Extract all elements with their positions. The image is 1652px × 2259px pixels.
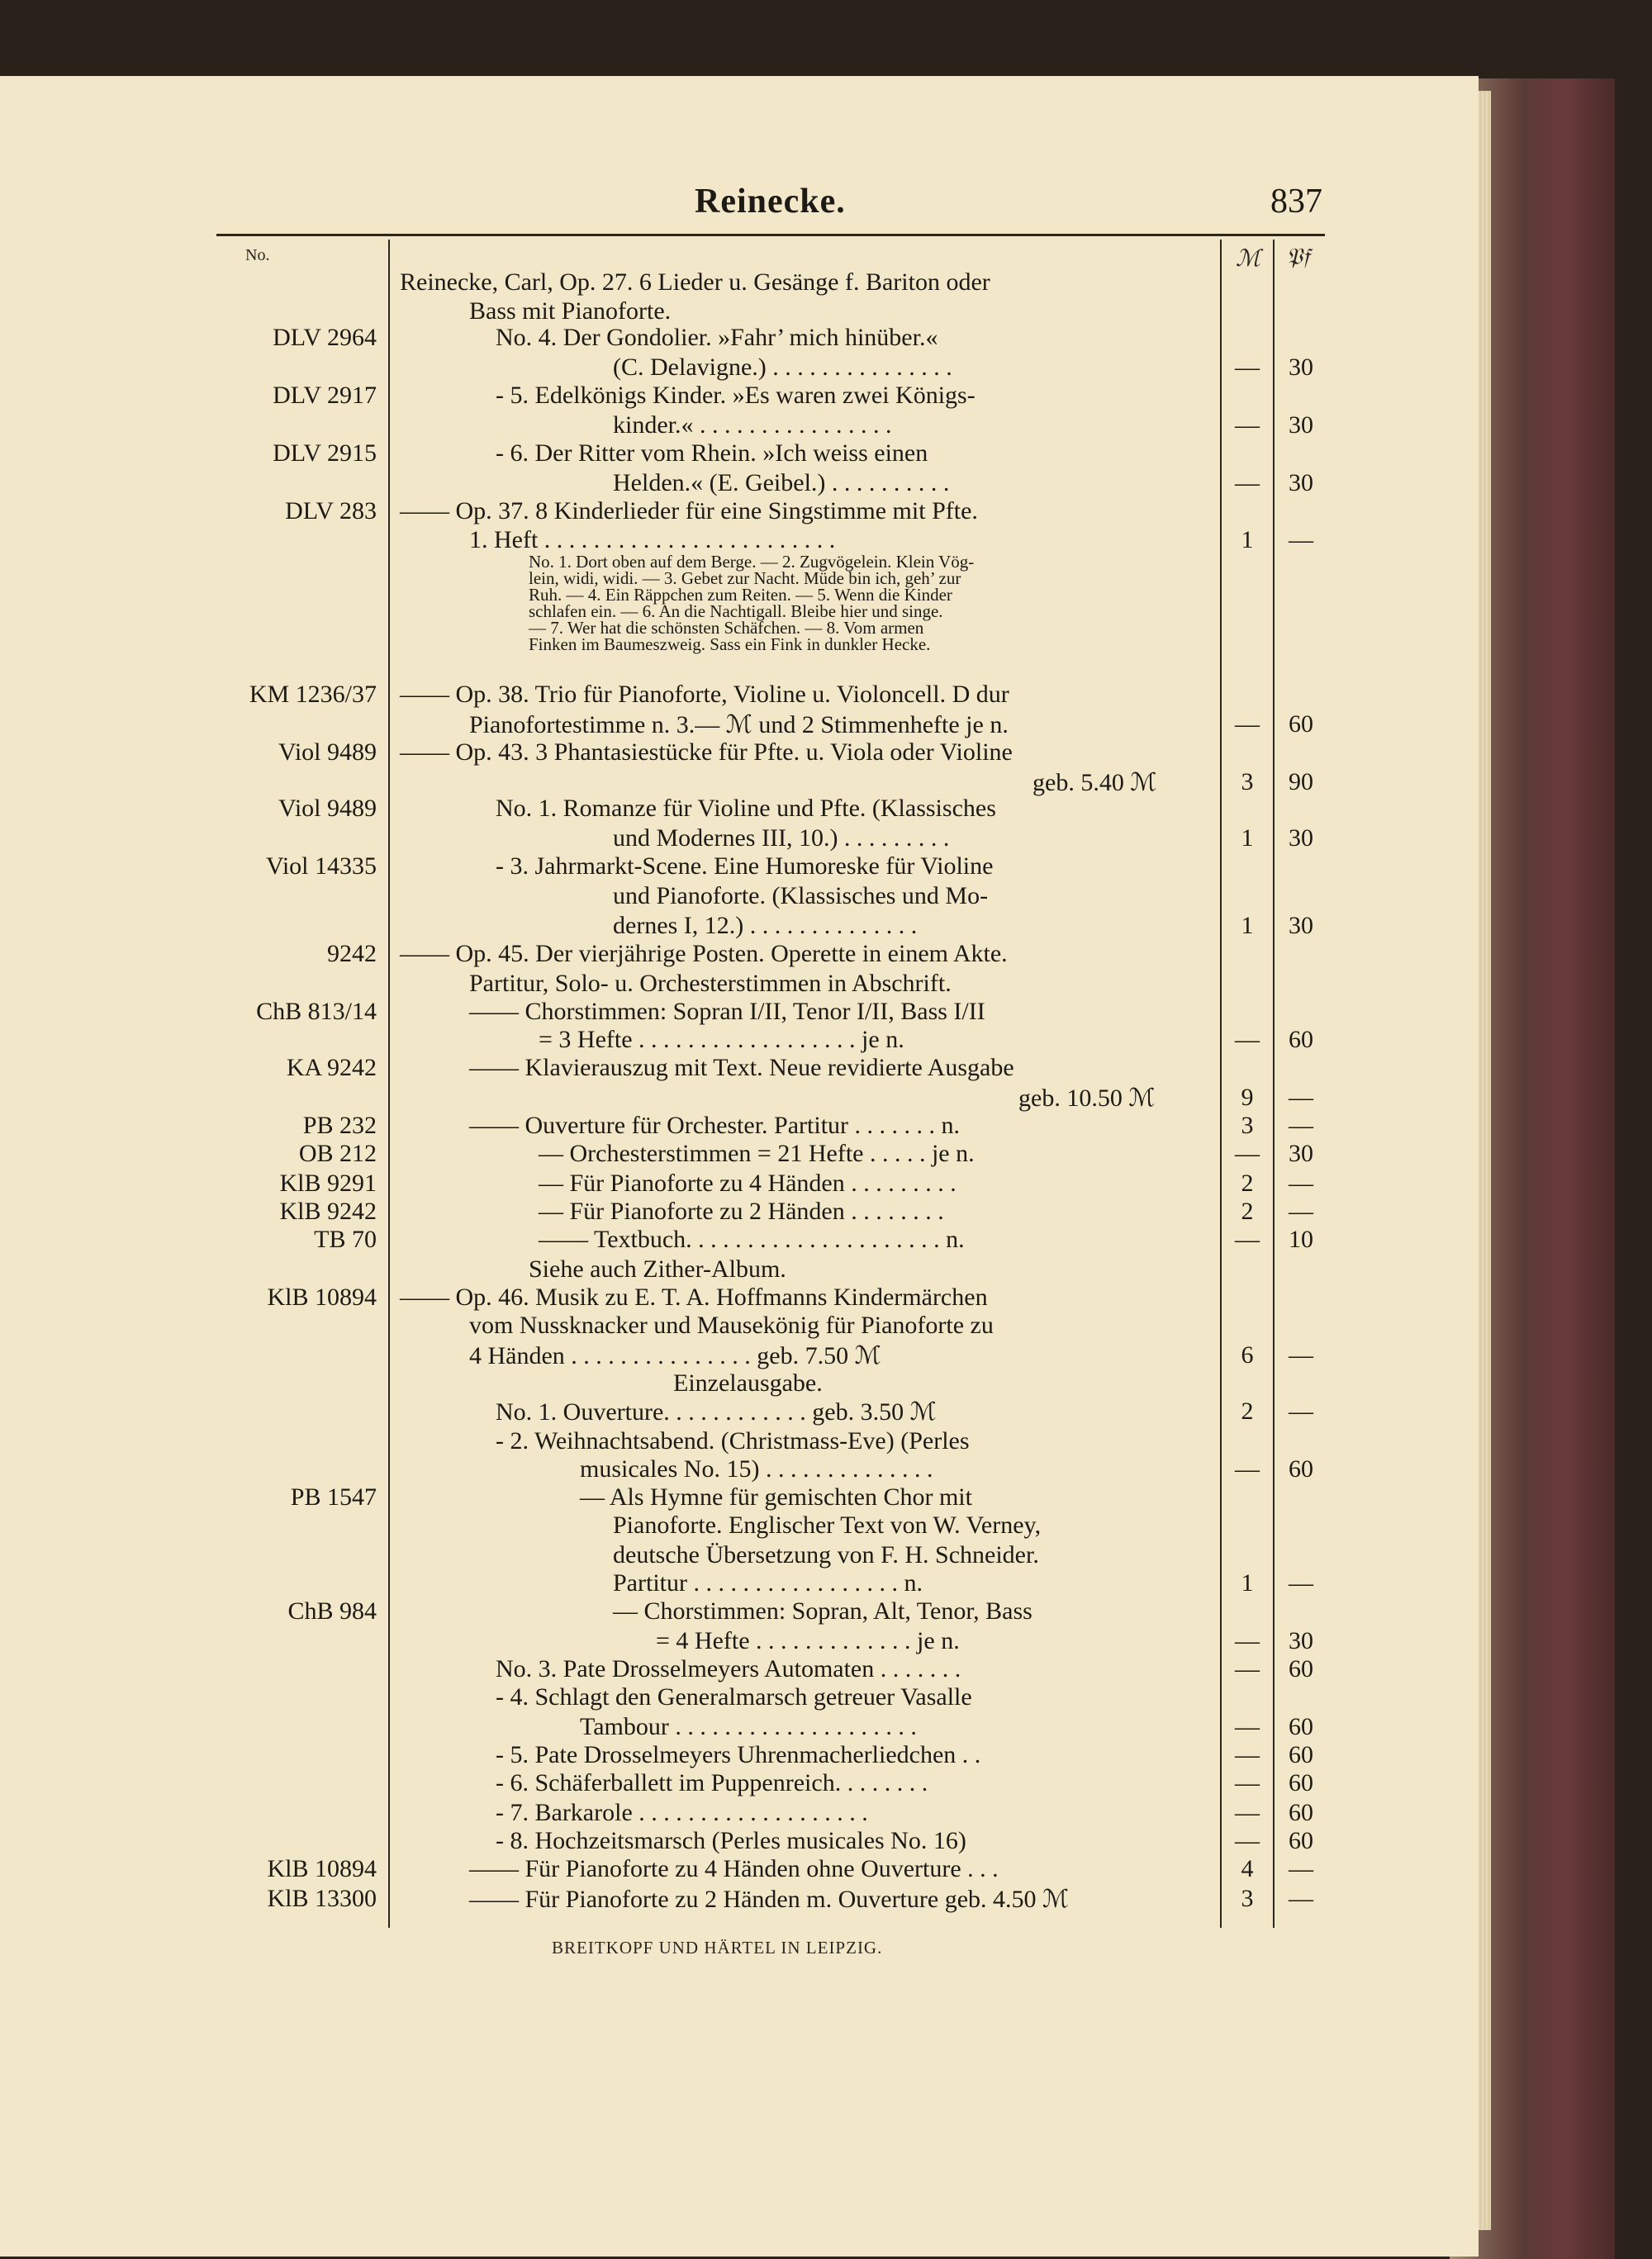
catalog-entry-line xyxy=(0,469,1652,499)
catalog-entry-line xyxy=(0,1541,1652,1571)
entry-text: — Für Pianoforte zu 4 Händen . . . . . . . . . xyxy=(539,1170,957,1197)
entry-text: dernes I, 12.) . . . . . . . . . . . . . . xyxy=(613,912,918,939)
price-pfennig: — xyxy=(1289,1885,1313,1912)
catalog-entry-line xyxy=(0,1112,1652,1141)
catalog-entry-line xyxy=(0,411,1652,441)
price-mark: — xyxy=(1235,710,1260,738)
entry-text: - 2. Weihnachtsabend. (Christmass-Eve) (Perles xyxy=(496,1427,970,1455)
entry-text: — Chorstimmen: Sopran, Alt, Tenor, Bass xyxy=(613,1597,1032,1625)
entry-text: geb. 10.50 ℳ xyxy=(1018,1084,1156,1112)
entry-text: — Für Pianoforte zu 2 Händen . . . . . . . . xyxy=(539,1198,944,1225)
entry-text: Helden.« (E. Geibel.) . . . . . . . . . . xyxy=(613,469,950,496)
catalog-entry-line xyxy=(0,1312,1652,1341)
catalog-entry-line xyxy=(0,1284,1652,1313)
entry-text: - 7. Barkarole . . . . . . . . . . . . . . . . . . . xyxy=(496,1799,868,1826)
catalog-number: PB 232 xyxy=(302,1112,377,1139)
catalog-entry-line xyxy=(0,768,1652,798)
catalog-entry-line xyxy=(0,1855,1652,1885)
entry-text: musicales No. 15) . . . . . . . . . . . . . . xyxy=(580,1455,933,1483)
price-pfennig: — xyxy=(1289,1398,1313,1425)
price-pfennig: 30 xyxy=(1289,411,1313,439)
price-mark: — xyxy=(1235,1627,1260,1654)
catalog-entry-line xyxy=(0,681,1652,710)
entry-text: — Als Hymne für gemischten Chor mit xyxy=(580,1483,972,1511)
entry-text: —— Chorstimmen: Sopran I/II, Tenor I/II, Bass I/II xyxy=(469,998,985,1025)
price-pfennig: — xyxy=(1289,1855,1313,1882)
price-pfennig: 90 xyxy=(1289,768,1313,795)
entry-text: Ruh. — 4. Ein Räppchen zum Reiten. — 5. Wenn die Kinder xyxy=(529,585,952,605)
price-mark: 3 xyxy=(1241,1112,1254,1139)
catalog-entry-line xyxy=(0,1255,1652,1285)
price-mark: 2 xyxy=(1241,1170,1254,1197)
catalog-entry-line xyxy=(0,1627,1652,1657)
entry-text: Siehe auch Zither-Album. xyxy=(529,1255,786,1283)
catalog-entry-line xyxy=(0,1569,1652,1599)
catalog-number: KlB 10894 xyxy=(267,1284,377,1311)
catalog-entry-line xyxy=(0,1054,1652,1084)
catalog-number: DLV 2915 xyxy=(273,439,377,467)
price-pfennig: 30 xyxy=(1289,824,1313,852)
catalog-entry-line xyxy=(0,1026,1652,1056)
price-pfennig: 60 xyxy=(1289,1655,1313,1682)
price-pfennig: 60 xyxy=(1289,1026,1313,1053)
entry-text: kinder.« . . . . . . . . . . . . . . . . xyxy=(613,411,892,439)
price-mark: — xyxy=(1235,1769,1260,1796)
price-pfennig: 10 xyxy=(1289,1226,1313,1253)
price-mark: — xyxy=(1235,1026,1260,1053)
price-pfennig: — xyxy=(1289,1112,1313,1139)
catalog-entry-line xyxy=(0,1427,1652,1457)
entry-text: Partitur, Solo- u. Orchesterstimmen in Abschrift. xyxy=(469,970,952,997)
price-mark: — xyxy=(1235,1226,1260,1253)
entry-text: - 4. Schlagt den Generalmarsch getreuer Vasalle xyxy=(496,1683,972,1711)
entry-text: No. 1. Ouverture. . . . . . . . . . . . geb. 3.50 ℳ xyxy=(496,1398,937,1426)
catalog-number: ChB 984 xyxy=(287,1597,377,1625)
entry-text: Finken im Baumeszweig. Sass ein Fink in dunkler Hecke. xyxy=(529,634,931,654)
price-pfennig: 60 xyxy=(1289,1827,1313,1854)
price-pfennig: 60 xyxy=(1289,1713,1313,1740)
entry-text: Einzelausgabe. xyxy=(673,1369,823,1397)
price-pfennig: — xyxy=(1289,1341,1313,1369)
entry-text: Pianoforte. Englischer Text von W. Verney, xyxy=(613,1512,1042,1539)
entry-text: Bass mit Pianoforte. xyxy=(469,297,672,325)
entry-text: —— Ouverture für Orchester. Partitur . . . . . . . n. xyxy=(469,1112,961,1139)
catalog-entry-line xyxy=(0,1170,1652,1199)
catalog-entry-line xyxy=(0,354,1652,383)
catalog-entry-line xyxy=(0,585,1652,603)
catalog-number: TB 70 xyxy=(314,1226,377,1253)
catalog-entry-line xyxy=(0,1512,1652,1541)
entry-text: — Orchesterstimmen = 21 Hefte . . . . . je n. xyxy=(539,1140,975,1167)
catalog-number: KlB 9291 xyxy=(279,1170,377,1197)
entry-text: und Modernes III, 10.) . . . . . . . . . xyxy=(613,824,950,852)
catalog-entry-line xyxy=(0,710,1652,740)
price-mark: — xyxy=(1235,469,1260,496)
price-mark: — xyxy=(1235,1455,1260,1483)
price-pfennig: — xyxy=(1289,1198,1313,1225)
price-pfennig: 30 xyxy=(1289,912,1313,939)
catalog-entry-line xyxy=(0,738,1652,768)
catalog-entry-line xyxy=(0,1198,1652,1227)
catalog-entry-line xyxy=(0,618,1652,636)
page-number: 837 xyxy=(1270,183,1322,221)
entry-text: - 3. Jahrmarkt-Scene. Eine Humoreske für Violine xyxy=(496,852,994,880)
page-header-title: Reinecke. xyxy=(695,183,846,221)
catalog-number: KM 1236/37 xyxy=(249,681,377,708)
catalog-entry-line xyxy=(0,568,1652,586)
catalog-entry-line xyxy=(0,1713,1652,1743)
catalog-entry-line xyxy=(0,1369,1652,1399)
price-pfennig: 30 xyxy=(1289,354,1313,381)
catalog-entry-line xyxy=(0,382,1652,411)
catalog-entry-line xyxy=(0,1140,1652,1170)
entry-text: No. 1. Romanze für Violine und Pfte. (Klassisches xyxy=(496,795,996,822)
price-mark: 9 xyxy=(1241,1084,1254,1111)
catalog-entry-line xyxy=(0,852,1652,882)
catalog-entry-line xyxy=(0,1683,1652,1713)
price-pfennig: — xyxy=(1289,526,1313,553)
header-rule xyxy=(216,234,1325,236)
column-header-no: No. xyxy=(245,246,270,264)
catalog-number: KlB 9242 xyxy=(279,1198,377,1225)
catalog-number: DLV 2917 xyxy=(273,382,377,409)
entry-text: —— Für Pianoforte zu 4 Händen ohne Ouverture . . . xyxy=(469,1855,999,1882)
entry-text: Partitur . . . . . . . . . . . . . . . . . n. xyxy=(613,1569,923,1597)
catalog-entry-line xyxy=(0,1885,1652,1915)
entry-text: —— Textbuch. . . . . . . . . . . . . . . . . . . . . n. xyxy=(539,1226,965,1253)
entry-text: geb. 5.40 ℳ xyxy=(1032,769,1157,796)
price-mark: 4 xyxy=(1241,1855,1254,1882)
catalog-entry-line xyxy=(0,324,1652,354)
price-pfennig: 60 xyxy=(1289,710,1313,738)
catalog-number: Viol 14335 xyxy=(265,852,377,880)
price-mark: — xyxy=(1235,354,1260,381)
price-mark: 3 xyxy=(1241,1885,1254,1912)
price-pfennig: 30 xyxy=(1289,469,1313,496)
price-mark: — xyxy=(1235,1713,1260,1740)
catalog-entry-line xyxy=(0,1769,1652,1799)
entry-text: —— Op. 46. Musik zu E. T. A. Hoffmanns Kindermärchen xyxy=(400,1284,988,1311)
catalog-entry-line xyxy=(0,1655,1652,1685)
entry-text: - 6. Schäferballett im Puppenreich. . . . . . . . xyxy=(496,1769,928,1796)
catalog-entry-line xyxy=(0,268,1652,298)
entry-text: Tambour . . . . . . . . . . . . . . . . . . . . xyxy=(580,1713,917,1740)
entry-text: No. 1. Dort oben auf dem Berge. — 2. Zugvögelein. Klein Vög- xyxy=(529,552,975,572)
catalog-entry-line xyxy=(0,552,1652,570)
entry-text: vom Nussknacker und Mausekönig für Pianoforte zu xyxy=(469,1312,994,1339)
catalog-entry-line xyxy=(0,795,1652,824)
entry-text: = 4 Hefte . . . . . . . . . . . . . je n. xyxy=(656,1627,960,1654)
entry-text: Reinecke, Carl, Op. 27. 6 Lieder u. Gesänge f. Bariton oder xyxy=(400,268,990,296)
catalog-entry-line xyxy=(0,1483,1652,1513)
catalog-entry-line xyxy=(0,940,1652,970)
entry-text: = 3 Hefte . . . . . . . . . . . . . . . . . . je n. xyxy=(539,1026,904,1053)
catalog-number: Viol 9489 xyxy=(278,795,377,822)
entry-text: Pianofortestimme n. 3.— ℳ und 2 Stimmenhefte je n. xyxy=(469,711,1009,738)
price-pfennig: 60 xyxy=(1289,1799,1313,1826)
catalog-entry-line xyxy=(0,912,1652,942)
catalog-entry-line xyxy=(0,1741,1652,1771)
catalog-entry-line xyxy=(0,1398,1652,1427)
catalog-entry-line xyxy=(0,497,1652,527)
price-mark: 3 xyxy=(1241,768,1254,795)
entry-text: und Pianoforte. (Klassisches und Mo- xyxy=(613,882,989,909)
column-header-pfennig: 𝔓𝔣 xyxy=(1286,244,1310,270)
price-mark: 6 xyxy=(1241,1341,1254,1369)
price-mark: — xyxy=(1235,1799,1260,1826)
catalog-entry-line xyxy=(0,601,1652,619)
catalog-number: DLV 2964 xyxy=(273,324,377,351)
entry-text: 1. Heft . . . . . . . . . . . . . . . . . . . . . . . . xyxy=(469,526,836,553)
catalog-entry-line xyxy=(0,1597,1652,1627)
entry-text: No. 4. Der Gondolier. »Fahr’ mich hinüber.« xyxy=(496,324,938,351)
price-pfennig: — xyxy=(1289,1084,1313,1111)
catalog-entry-line xyxy=(0,1341,1652,1371)
entry-text: —— Op. 37. 8 Kinderlieder für eine Singstimme mit Pfte. xyxy=(400,497,978,524)
catalog-number: KlB 13300 xyxy=(267,1885,377,1912)
entry-text: — 7. Wer hat die schönsten Schäfchen. — 8. Vom armen xyxy=(529,618,924,638)
entry-text: —— Für Pianoforte zu 2 Händen m. Ouverture geb. 4.50 ℳ xyxy=(469,1886,1070,1913)
price-pfennig: 60 xyxy=(1289,1769,1313,1796)
catalog-entry-line xyxy=(0,1226,1652,1255)
price-pfennig: 30 xyxy=(1289,1627,1313,1654)
entry-text: —— Klavierauszug mit Text. Neue revidierte Ausgabe xyxy=(469,1054,1014,1081)
price-mark: — xyxy=(1235,1655,1260,1682)
catalog-entry-line xyxy=(0,824,1652,854)
publisher-footer: BREITKOPF UND HÄRTEL IN LEIPZIG. xyxy=(552,1938,883,1958)
price-pfennig: 60 xyxy=(1289,1741,1313,1768)
catalog-entry-line xyxy=(0,1455,1652,1485)
price-pfennig: — xyxy=(1289,1569,1313,1597)
price-mark: 1 xyxy=(1241,526,1254,553)
entry-text: schlafen ein. — 6. An die Nachtigall. Bleibe hier und singe. xyxy=(529,601,943,621)
catalog-number: Viol 9489 xyxy=(278,738,377,766)
catalog-entry-line xyxy=(0,882,1652,912)
catalog-number: PB 1547 xyxy=(290,1483,377,1511)
catalog-number: KlB 10894 xyxy=(267,1855,377,1882)
price-mark: — xyxy=(1235,1140,1260,1167)
catalog-number: DLV 283 xyxy=(285,497,377,524)
catalog-entry-line xyxy=(0,1827,1652,1857)
entry-text: deutsche Übersetzung von F. H. Schneider. xyxy=(613,1541,1039,1568)
entry-text: —— Op. 38. Trio für Pianoforte, Violine u. Violoncell. D dur xyxy=(400,681,1009,708)
entry-text: - 8. Hochzeitsmarsch (Perles musicales No. 16) xyxy=(496,1827,966,1854)
catalog-number: ChB 813/14 xyxy=(256,998,377,1025)
entry-text: (C. Delavigne.) . . . . . . . . . . . . . . . xyxy=(613,354,952,381)
price-mark: 2 xyxy=(1241,1398,1254,1425)
catalog-number: KA 9242 xyxy=(286,1054,377,1081)
entry-text: - 5. Pate Drosselmeyers Uhrenmacherliedchen . . xyxy=(496,1741,981,1768)
column-header-mark: ℳ xyxy=(1236,246,1260,272)
catalog-entry-line xyxy=(0,970,1652,999)
entry-text: lein, widi, widi. — 3. Gebet zur Nacht. Müde bin ich, geh’ zur xyxy=(529,568,961,588)
catalog-entry-line xyxy=(0,1084,1652,1113)
catalog-number: 9242 xyxy=(327,940,377,967)
price-pfennig: 30 xyxy=(1289,1140,1313,1167)
price-mark: 1 xyxy=(1241,1569,1254,1597)
catalog-entry-line xyxy=(0,439,1652,469)
entry-text: - 6. Der Ritter vom Rhein. »Ich weiss einen xyxy=(496,439,928,467)
catalog-entry-line xyxy=(0,634,1652,653)
catalog-entry-line xyxy=(0,998,1652,1027)
entry-text: - 5. Edelkönigs Kinder. »Es waren zwei Königs- xyxy=(496,382,976,409)
entry-text: —— Op. 45. Der vierjährige Posten. Operette in einem Akte. xyxy=(400,940,1008,967)
catalog-entry-line xyxy=(0,297,1652,327)
catalog-number: OB 212 xyxy=(298,1140,377,1167)
price-mark: 1 xyxy=(1241,912,1254,939)
price-mark: 2 xyxy=(1241,1198,1254,1225)
price-mark: — xyxy=(1235,411,1260,439)
price-pfennig: — xyxy=(1289,1170,1313,1197)
price-mark: 1 xyxy=(1241,824,1254,852)
entry-text: —— Op. 43. 3 Phantasiestücke für Pfte. u. Viola oder Violine xyxy=(400,738,1013,766)
entry-text: No. 3. Pate Drosselmeyers Automaten . . . . . . . xyxy=(496,1655,961,1682)
entry-text: 4 Händen . . . . . . . . . . . . . . . geb. 7.50 ℳ xyxy=(469,1342,881,1369)
price-pfennig: 60 xyxy=(1289,1455,1313,1483)
catalog-entry-line xyxy=(0,1799,1652,1829)
price-mark: — xyxy=(1235,1827,1260,1854)
price-mark: — xyxy=(1235,1741,1260,1768)
